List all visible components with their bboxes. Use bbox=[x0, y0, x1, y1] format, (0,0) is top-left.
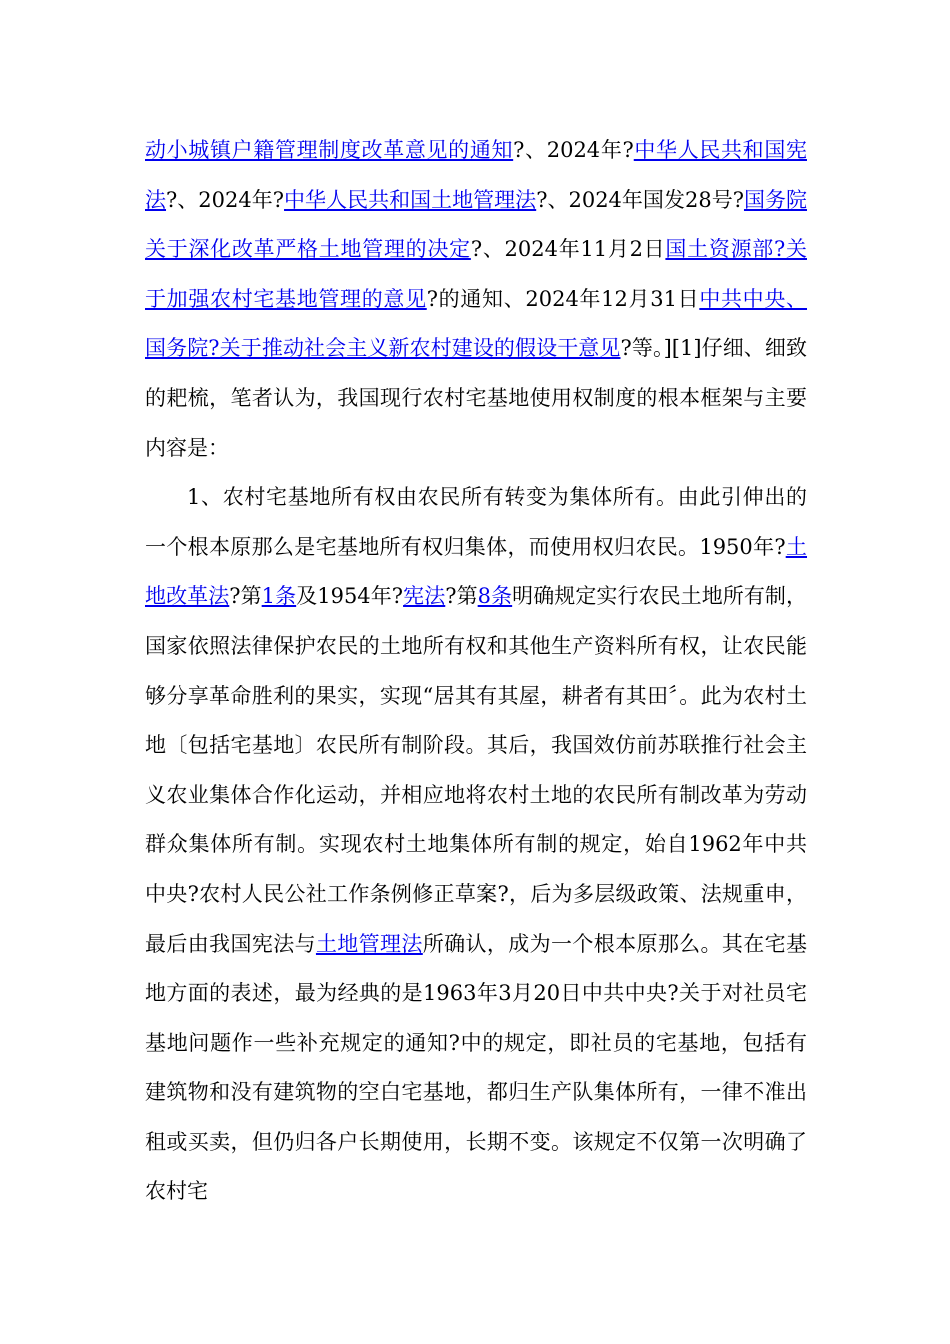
paragraph-1 bbox=[145, 126, 807, 473]
text-run: 所确认，成为一个根本原那么。其在宅基地方面的表述，最为经典的是1963年3月20日中共中央?关于对社员宅基地问题作一些补充规定的通知?中的规定，即社员的宅基地，包括有建筑物和没有建筑物的空白宅基地，都归生产队集体所有，一律不准出租或买卖，但仍归各户长期使用，长期不变。该规定不仅第一次明确了农村宅 bbox=[145, 931, 808, 1204]
paragraph-2 bbox=[145, 473, 807, 1217]
text-run: 及1954年? bbox=[296, 584, 404, 609]
link-constitution[interactable]: 中华人民共和国宪法 bbox=[145, 138, 807, 212]
link-land-management-law[interactable]: 土地管理法 bbox=[315, 931, 423, 956]
text-run: ?、2024年11月2日 bbox=[470, 237, 666, 262]
text-run: ?等。][1]仔细、细致的耙梳，笔者认为，我国现行农村宅基地使用权制度的根本框架与主要内容是： bbox=[145, 336, 807, 460]
link-new-countryside-opinions[interactable]: 中共中央、国务院?关于推动社会主义新农村建设的假设干意见 bbox=[145, 286, 808, 361]
text-run: ?、2024年? bbox=[513, 138, 634, 162]
text-run: ?第 bbox=[229, 584, 262, 609]
link-article-8[interactable]: 8条 bbox=[477, 584, 513, 609]
link-land-administration-law[interactable]: 中华人民共和国土地管理法 bbox=[284, 187, 537, 212]
link-constitution-1954[interactable]: 宪法 bbox=[403, 584, 446, 609]
link-mlr-homestead-opinion[interactable]: 国土资源部?关于加强农村宅基地管理的意见 bbox=[145, 237, 807, 311]
text-run: ?、2024年? bbox=[166, 187, 285, 212]
text-run: 明确规定实行农民土地所有制，国家依照法律保护农民的土地所有权和其他生产资料所有权，让农民能够分享革命胜利的果实，实现“居其有其屋，耕者有其田〞。此为农村土地〔包括宅基地〕农民所有制阶段。其后，我国效仿前苏联推行社会主义农业集体合作化运动，并相应地将农村土地的农民所有制改革为劳动群众集体所有制。实现农村土地集体所有制的规定，始自1962年中共中央?农村人民公社工作条例修正草案?，后为多层级政策、法规重申，最后由我国宪法与 bbox=[145, 584, 808, 956]
link-article-1[interactable]: 1条 bbox=[261, 584, 297, 609]
text-run: 1、农村宅基地所有权由农民所有转变为集体所有。由此引伸出的一个根本原那么是宅基地所有权归集体，而使用权归农民。1950年? bbox=[145, 485, 807, 559]
link-urban-household-registration-notice[interactable]: 动小城镇户籍管理制度改革意见的通知 bbox=[145, 138, 514, 162]
text-run: ?、2024年国发28号? bbox=[536, 187, 744, 212]
text-run: ?的通知、2024年12月31日 bbox=[426, 286, 700, 311]
document-body bbox=[145, 126, 807, 1217]
link-land-reform-law[interactable]: 土地改革法 bbox=[145, 534, 808, 609]
text-run: ?第 bbox=[445, 584, 478, 609]
link-state-council-land-decision[interactable]: 国务院关于深化改革严格土地管理的决定 bbox=[145, 187, 808, 262]
